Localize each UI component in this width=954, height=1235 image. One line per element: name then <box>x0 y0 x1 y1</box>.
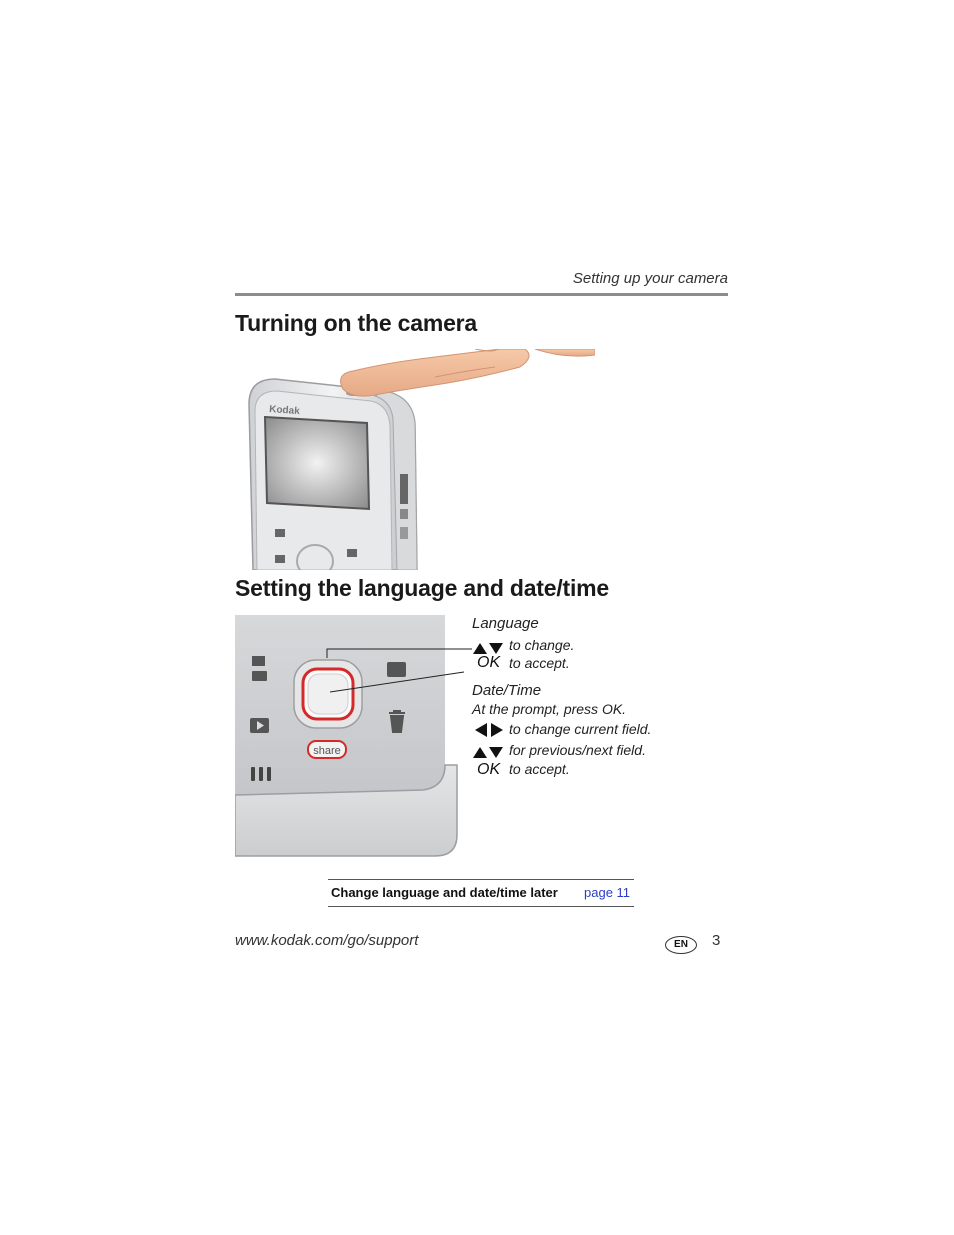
datetime-prompt-text: At the prompt, press OK. <box>472 701 627 717</box>
kodak-brand: Kodak <box>268 404 301 418</box>
share-button-label: share <box>313 745 341 757</box>
footer-url[interactable]: www.kodak.com/go/support <box>235 932 419 949</box>
language-badge: EN <box>665 936 697 954</box>
language-heading: Language <box>472 615 539 632</box>
ok-glyph: OK <box>477 654 501 671</box>
section-title-turning-on: Turning on the camera <box>235 310 478 336</box>
tip-label: Change language and date/time later <box>331 885 558 900</box>
camera-power-illustration <box>235 349 595 570</box>
callout-lines <box>320 640 480 700</box>
ok-glyph-2: OK <box>477 761 501 778</box>
page-number: 3 <box>712 932 721 949</box>
section-title-language-datetime: Setting the language and date/time <box>235 575 610 601</box>
left-right-arrows-icon <box>474 723 506 737</box>
tip-table <box>328 879 634 907</box>
datetime-accept-text: to accept. <box>509 761 570 777</box>
up-down-arrows-icon <box>472 641 504 655</box>
running-header: Setting up your camera <box>572 270 728 287</box>
datetime-lr-text: to change current field. <box>509 721 652 737</box>
datetime-ud-text: for previous/next field. <box>509 742 646 758</box>
datetime-heading: Date/Time <box>472 682 542 699</box>
language-change-text: to change. <box>509 637 575 653</box>
tip-page-link[interactable]: page 11 <box>584 885 631 900</box>
camera-mode-icon <box>252 671 267 681</box>
language-accept-text: to accept. <box>509 655 570 671</box>
video-mode-icon <box>252 656 265 666</box>
finger <box>341 349 529 396</box>
camera-screen <box>265 417 369 509</box>
header-rule <box>235 293 728 296</box>
up-down-arrows-icon-2 <box>472 745 504 759</box>
